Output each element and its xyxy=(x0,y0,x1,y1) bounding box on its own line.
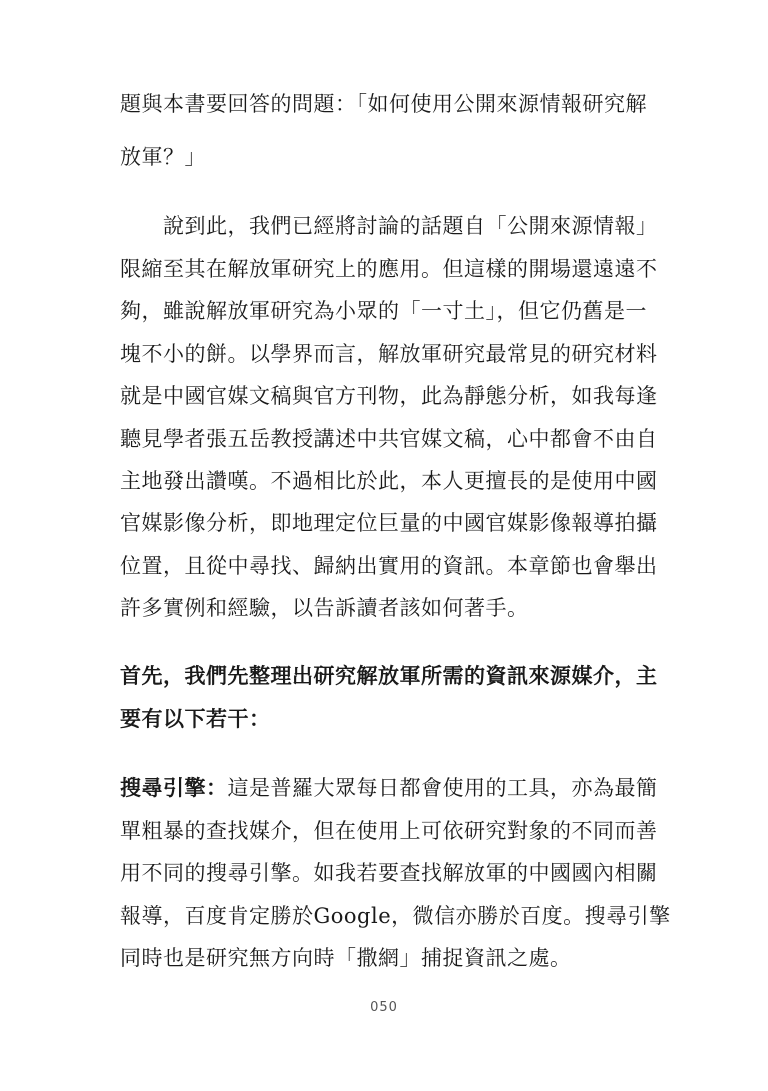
paragraph-4-line-5: 同時也是研究無方向時「撒網」捕捉資訊之處。 xyxy=(120,946,572,970)
paragraph-2-line-6: 聽見學者張五岳教授講述中共官媒文稿，心中都會不由自 xyxy=(120,427,658,451)
paragraph-2-line-1: 說到此，我們已經將討論的話題自「公開來源情報」 xyxy=(120,214,658,238)
paragraph-2-line-7: 主地發出讚嘆。不過相比於此，本人更擅長的是使用中國 xyxy=(120,469,658,493)
paragraph-2-line-2: 限縮至其在解放軍研究上的應用。但這樣的開場還遠遠不 xyxy=(120,257,658,281)
paragraph-2-line-8: 官媒影像分析，即地理定位巨量的中國官媒影像報導拍攝 xyxy=(120,511,658,535)
paragraph-2-line-9: 位置，且從中尋找、歸納出實用的資訊。本章節也會舉出 xyxy=(120,554,658,578)
paragraph-2-line-5: 就是中國官媒文稿與官方刊物，此為靜態分析，如我每逢 xyxy=(120,384,658,408)
paragraph-2-line-10: 許多實例和經驗，以告訴讀者該如何著手。 xyxy=(120,596,529,620)
paragraph-3-line-2: 要有以下若干： xyxy=(120,706,271,731)
paragraph-1-line-2: 放軍？」 xyxy=(120,145,206,169)
paragraph-1-line-1: 題與本書要回答的問題：「如何使用公開來源情報研究解 xyxy=(120,92,647,116)
paragraph-4-line-1-rest: 這是普羅大眾每日都會使用的工具，亦為最簡 xyxy=(227,776,658,800)
page-number: 050 xyxy=(370,1000,398,1015)
paragraph-4-line-4: 報導，百度肯定勝於Google，微信亦勝於百度。搜尋引擎 xyxy=(120,904,671,928)
paragraph-2-line-4: 塊不小的餅。以學界而言，解放軍研究最常見的研究材料 xyxy=(120,342,658,366)
paragraph-4-line-3: 用不同的搜尋引擎。如我若要查找解放軍的中國國內相關 xyxy=(120,861,658,885)
paragraph-2-line-3: 夠，雖說解放軍研究為小眾的「一寸土」，但它仍舊是一 xyxy=(120,299,647,323)
search-engine-term: 搜尋引擎： xyxy=(120,775,228,800)
paragraph-4-line-2: 單粗暴的查找媒介，但在使用上可依研究對象的不同而善 xyxy=(120,819,658,843)
paragraph-3-line-1: 首先，我們先整理出研究解放軍所需的資訊來源媒介，主 xyxy=(120,663,658,688)
paragraph-4-line-1 xyxy=(120,774,660,802)
